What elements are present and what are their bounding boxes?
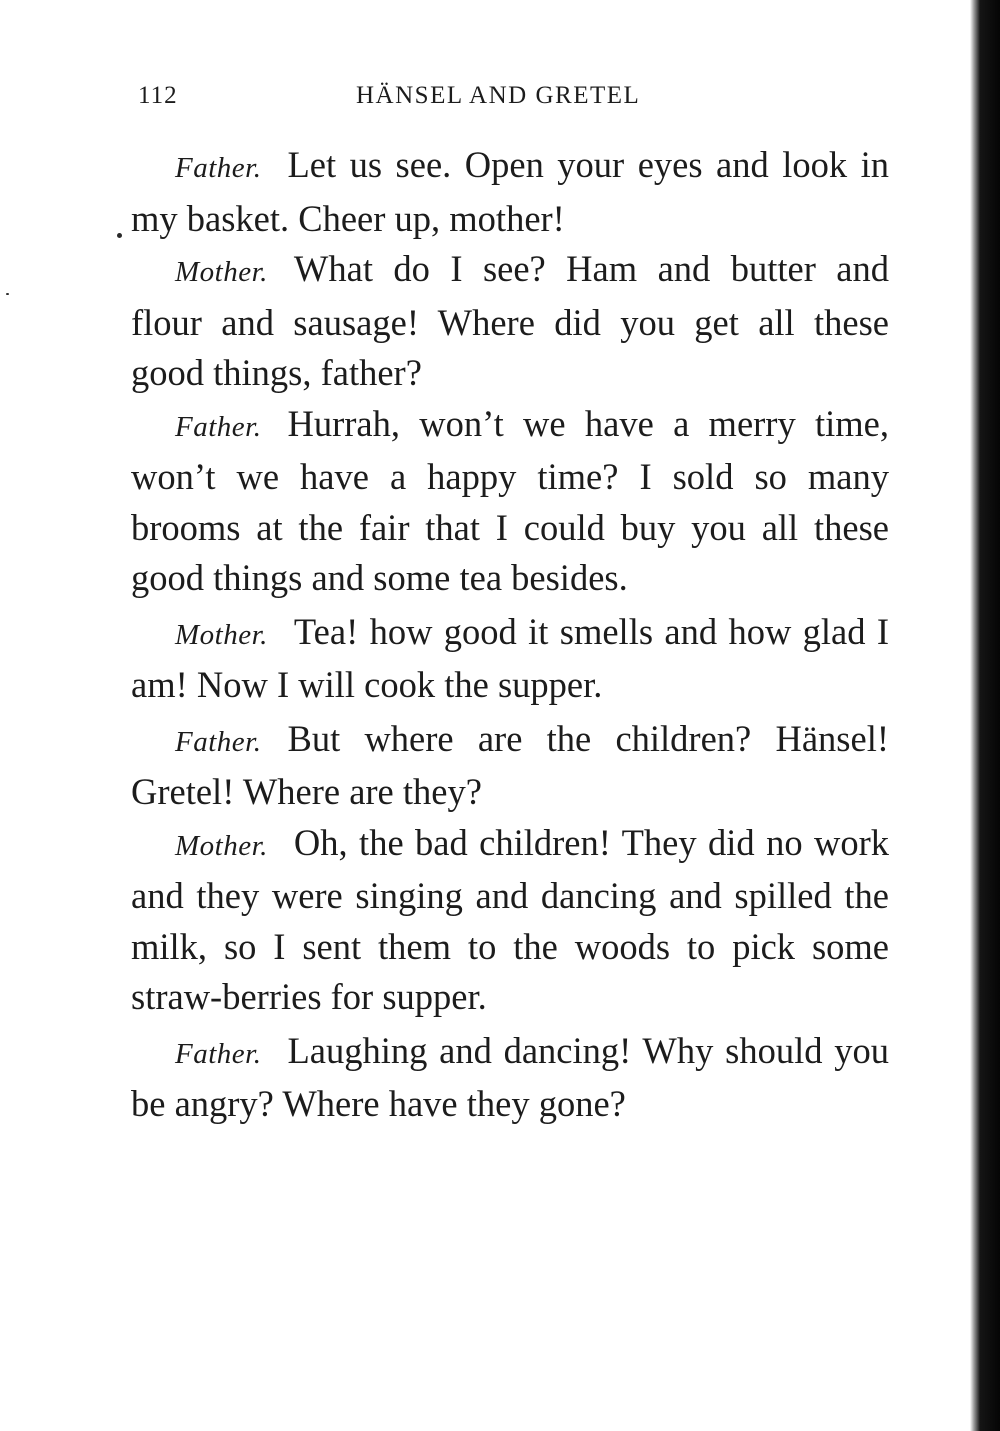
scan-speck (6, 293, 9, 295)
dialogue-paragraph (131, 607, 889, 711)
dialogue-line: What do I see? Ham and butter and flour and sausage! Where did you get all these good things, father? (131, 248, 889, 393)
page-number: 112 (138, 82, 178, 109)
dialogue-paragraph (131, 399, 889, 604)
dialogue-text (131, 140, 889, 1130)
running-title: HÄNSEL AND GRETEL (356, 82, 641, 109)
dialogue-paragraph (131, 244, 889, 399)
speaker-label: Mother. (175, 829, 268, 862)
dialogue-line: Oh, the bad children! They did no work and they were singing and dancing and spilled the milk, so I sent them to the woods to pick some straw-berries for supper. (131, 821, 889, 1017)
speaker-label: Father. (175, 1037, 262, 1070)
dialogue-line: Laughing and dancing! Why should you be angry? Where have they gone? (131, 1029, 889, 1124)
speaker-label: Mother. (175, 618, 268, 651)
dialogue-line: Let us see. Open your eyes and look in my basket. Cheer up, mother! (131, 144, 889, 239)
dialogue-paragraph (131, 1026, 889, 1130)
binding-shadow (970, 0, 1000, 1431)
scan-speck (117, 233, 122, 238)
dialogue-line: But where are the children? Hänsel! Gretel! Where are they? (131, 717, 889, 812)
dialogue-paragraph (131, 714, 889, 818)
dialogue-paragraph (131, 140, 889, 244)
dialogue-paragraph (131, 818, 889, 1023)
speaker-label: Father. (175, 152, 262, 184)
running-head (136, 82, 886, 118)
speaker-label: Father. (175, 725, 262, 758)
speaker-label: Father. (175, 410, 262, 443)
dialogue-line: Tea! how good it smells and how glad I am! Now I will cook the supper. (131, 610, 889, 705)
speaker-label: Mother. (175, 256, 268, 288)
dialogue-line: Hurrah, won’t we have a merry time, won’t we have a happy time? I sold so many brooms at the fair that I could buy you all these good things and some tea besides. (131, 402, 889, 598)
